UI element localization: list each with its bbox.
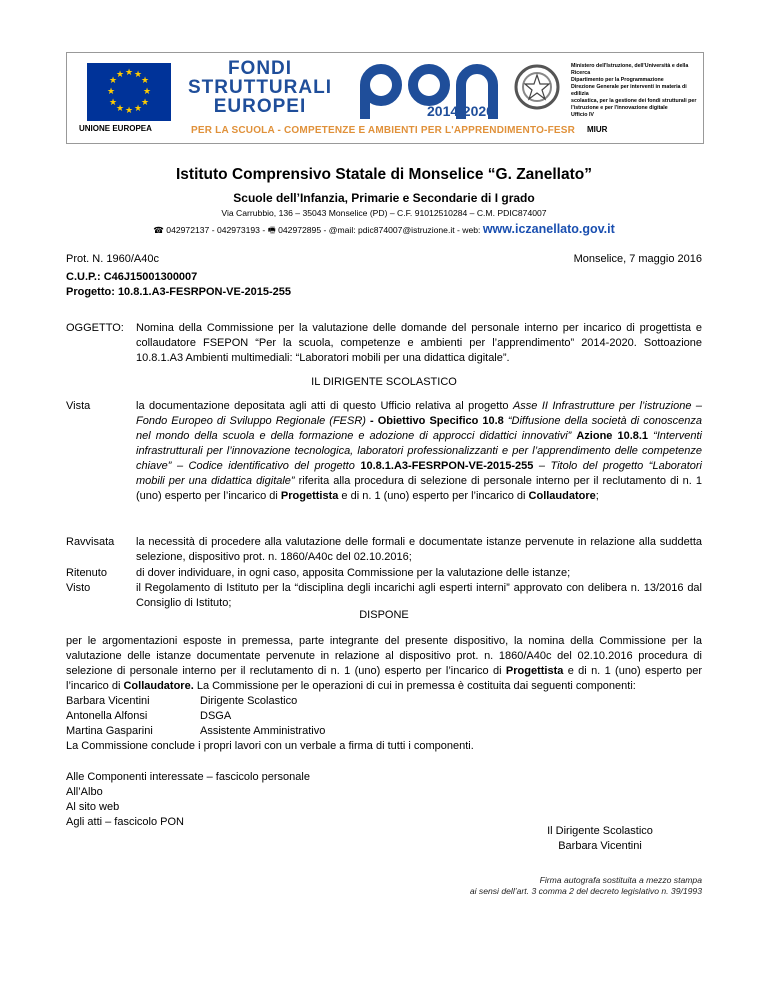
vista-text [136, 399, 702, 504]
signature-name: Barbara Vicentini [558, 840, 642, 852]
svg-text:★: ★ [115, 70, 125, 80]
oggetto-text: Nomina della Commissione per la valutazione delle domande del personale interno per incarico di progettista e collaudatore FSEPON “Per la scuola, competenze e ambienti per l’apprendimento” 2014-2020. Sottoazione 10.8.1.A3 Ambienti multimediali: “Laboratori mobili per una didattica digitale”. [136, 322, 702, 364]
vista-label: Vista [66, 400, 91, 412]
distribution-list [66, 770, 310, 830]
member-name: Antonella Alfonsi [66, 710, 148, 722]
school-contacts [0, 222, 768, 239]
dispone-heading: DISPONE [359, 609, 409, 621]
vista-part: e di n. 1 (uno) esperto per l’incarico di [338, 490, 529, 502]
ravvisata-label: Ravvisata [66, 536, 115, 548]
pon-years: 2014-2020 [427, 103, 494, 119]
closing-sentence: La Commissione conclude i propri lavori con un verbale a firma di tutti i componenti. [66, 740, 474, 752]
member-role: DSGA [200, 710, 232, 722]
section-heading: IL DIRIGENTE SCOLASTICO [311, 376, 457, 388]
paragraph-part: Progettista [505, 665, 564, 677]
distribution-item: Alle Componenti interessate – fascicolo personale [66, 771, 310, 783]
banner-tagline: PER LA SCUOLA - COMPETENZE E AMBIENTI PER L'APPRENDIMENTO-FESR [191, 125, 576, 136]
vista-part: Collaudatore [528, 490, 596, 502]
miur-line: Ufficio IV [571, 112, 594, 118]
vista-part: – Titolo del progetto “Laboratori mobili per una didattica digitale” [136, 460, 702, 487]
paragraph-part: La Commissione per le operazioni di cui in premessa è costituita dai seguenti componenti: [193, 680, 636, 692]
visto-label: Visto [66, 582, 91, 594]
paragraph-part: Collaudatore. [123, 680, 194, 692]
miur-line: Dipartimento per la Programmazione [571, 77, 664, 83]
distribution-item: All’Albo [66, 786, 103, 798]
svg-text:★: ★ [124, 68, 134, 78]
miur-line: scolastica, per la gestione dei fondi strutturali per [571, 98, 697, 104]
signature-block [500, 824, 700, 854]
protocol-number: Prot. N. 1960/A40c [66, 253, 159, 265]
eu-caption: UNIONE EUROPEA [79, 124, 152, 133]
svg-text:★: ★ [106, 87, 116, 97]
vista-part: Progettista [280, 490, 339, 502]
member-row [66, 694, 297, 709]
signature-note-line: Firma autografa sostituita a mezzo stampa [539, 875, 702, 885]
vista-part: ; [595, 490, 599, 502]
member-name: Martina Gasparini [66, 725, 153, 737]
school-subtitle: Scuole dell’Infanzia, Primarie e Secondarie di I grado [233, 191, 535, 205]
paragraph-part: e di n. 1 (uno) esperto per l’incarico di [66, 665, 702, 692]
oggetto-label: OGGETTO: [66, 322, 124, 334]
svg-text:★: ★ [142, 87, 152, 97]
ritenuto-text: di dover individuare, in ogni caso, apposita Commissione per la valutazione delle istanze; [136, 567, 571, 579]
svg-text:★: ★ [108, 76, 118, 86]
contacts-text: ☎ 042972137 - 042973193 - 🖷 042972895 - @mail: pdic874007@istruzione.it - web: [153, 225, 483, 235]
vista-part: la documentazione depositata agli atti di questo Ufficio relativa al progetto [136, 400, 513, 412]
miur-caption: MIUR [587, 125, 608, 134]
distribution-item: Agli atti – fascicolo PON [66, 816, 184, 828]
place-date: Monselice, 7 maggio 2016 [573, 253, 702, 265]
vista-part: riferita alla procedura di selezione di personale interno per il reclutamento di n. 1 (uno) esperto per l’incarico di [136, 475, 702, 502]
vista-part: Asse II Infrastrutture per l’istruzione – Fondo Europeo di Sviluppo Regionale (FESR) [136, 400, 703, 427]
svg-text:★: ★ [140, 76, 150, 86]
paragraph-part: per le argomentazioni esposte in premessa, parte integrante del presente dispositivo, la nomina della Commissione per la valutazione delle istanze documentate pervenute in relazione al dispositivo prot. n. 1860/A40c del 02.10.2016 procedura di selezione di personale interno per il reclutamento di n. 1 (uno) esperto per l’incarico di [66, 635, 702, 677]
miur-line: Direzione Generale per interventi in materia di edilizia [571, 84, 687, 97]
project-code: Progetto: 10.8.1.A3-FESRPON-VE-2015-255 [66, 286, 291, 298]
italian-republic-emblem-icon [513, 63, 561, 111]
signature-role: Il Dirigente Scolastico [547, 825, 653, 837]
miur-line: l'istruzione e per l'innovazione digitale [571, 105, 668, 111]
miur-text [571, 63, 699, 119]
member-row [66, 724, 325, 739]
svg-text:★: ★ [108, 98, 118, 108]
distribution-item: Al sito web [66, 801, 120, 813]
school-title: Istituto Comprensivo Statale di Monselice “G. Zanellato” [176, 166, 592, 183]
svg-text:★: ★ [124, 106, 134, 116]
vista-part: “Interventi infrastrutturali per l’innovazione tecnologica, laboratori professionalizzanti e per l’apprendimento delle competenze chiave” – Codice identificativo del progetto [136, 430, 702, 472]
signature-note [470, 875, 702, 897]
fondi-line-2: STRUTTURALI [188, 77, 332, 98]
dispone-paragraph [66, 634, 702, 694]
svg-text:★: ★ [133, 70, 143, 80]
svg-text:★: ★ [140, 98, 150, 108]
website-link[interactable]: www.iczanellato.gov.it [482, 222, 615, 236]
vista-part: - Obiettivo Specifico 10.8 [365, 415, 504, 427]
signature-note-line: ai sensi dell’art. 3 comma 2 del decreto legislativo n. 39/1993 [469, 886, 702, 896]
visto-text: il Regolamento di Istituto per la “disciplina degli incarichi agli esperti interni” approvato con delibera n. 13/2016 dal Consiglio di Istituto; [136, 582, 702, 609]
svg-text:★: ★ [115, 104, 125, 114]
ritenuto-label: Ritenuto [66, 567, 107, 579]
eu-flag-icon [87, 63, 171, 121]
svg-text:★: ★ [133, 104, 143, 114]
member-role: Assistente Amministrativo [200, 725, 326, 737]
member-role: Dirigente Scolastico [200, 695, 298, 707]
vista-part: 10.8.1.A3-FESRPON-VE-2015-255 [360, 460, 534, 472]
member-row [66, 709, 231, 724]
fondi-line-3: EUROPEI [213, 96, 307, 117]
school-address: Via Carrubbio, 136 – 35043 Monselice (PD) – C.F. 91012510284 – C.M. PDIC874007 [221, 208, 547, 218]
fondi-strutturali-logo [187, 59, 333, 116]
miur-line: Ministero dell'Istruzione, dell'Università e della Ricerca [571, 63, 689, 76]
vista-part: “Diffusione della società di conoscenza nel mondo della scuola e della formazione e adozione di approcci didattici innovativi” [136, 415, 702, 442]
vista-part: Azione 10.8.1 [576, 430, 649, 442]
fondi-line-1: FONDI [227, 58, 293, 79]
ravvisata-text: la necessità di procedere alla valutazione delle formali e documentate istanze pervenute in relazione alla suddetta selezione, dispositivo prot. n. 1860/A40c del 02.10.2016; [136, 536, 702, 563]
pon-banner [66, 52, 704, 144]
member-name: Barbara Vicentini [66, 695, 150, 707]
cup-code: C.U.P.: C46J15001300007 [66, 271, 198, 283]
